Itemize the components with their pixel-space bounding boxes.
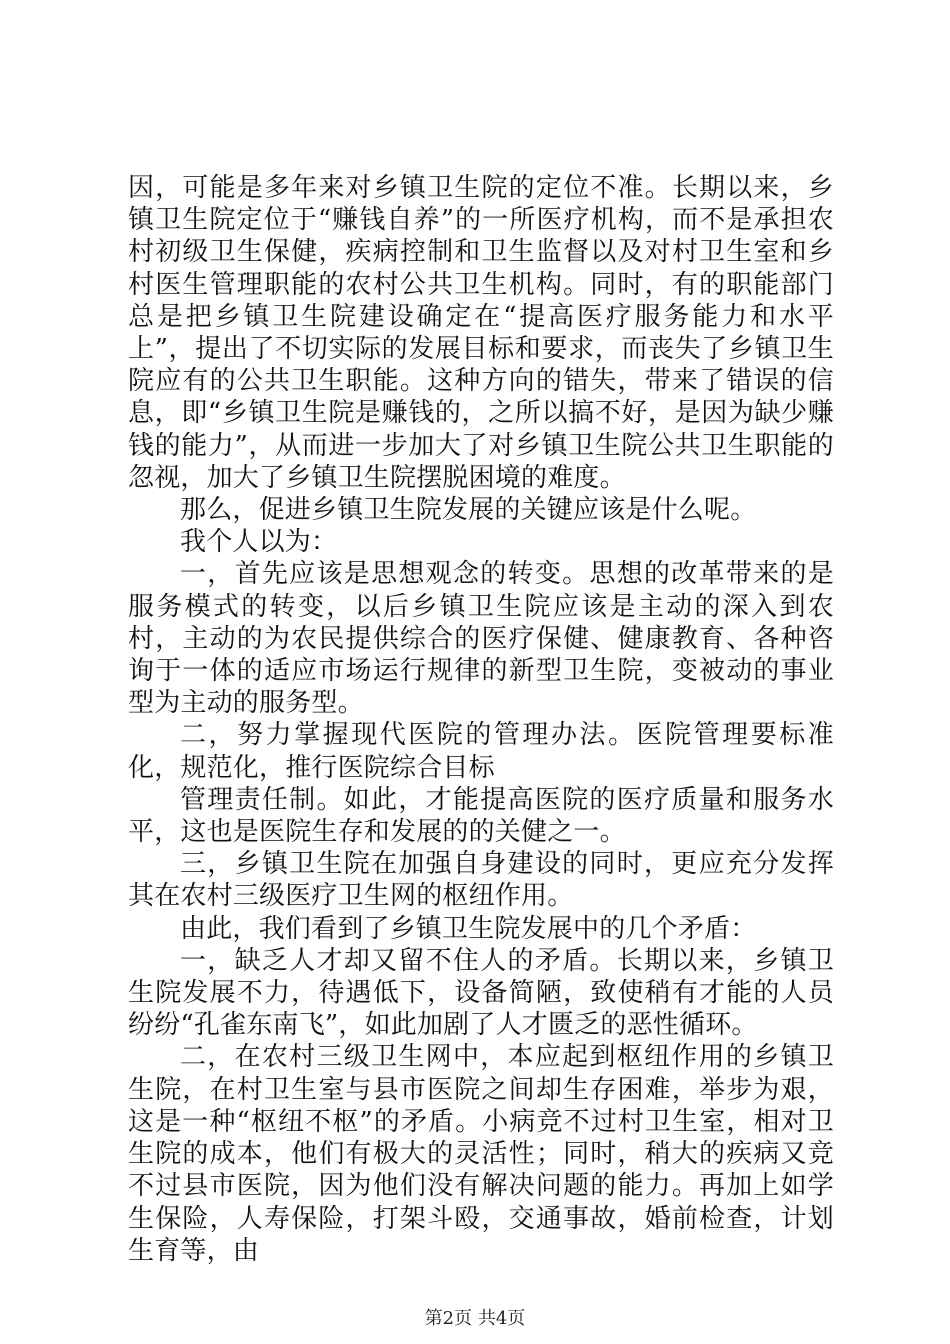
paragraph-3: 我个人以为： [180, 527, 338, 558]
paragraph-9: 一，缺乏人才却又留不住人的矛盾。长期以来，乡镇卫生院发展不力，待遇低下，设备简陋，致使稍有才能的人员纷纷“孔雀东南飞”，如此加剧了人才匮乏的恶性循环。 [128, 945, 834, 1041]
paragraph-7: 三，乡镇卫生院在加强自身建设的同时，更应充分发挥其在农村三级医疗卫生网的枢纽作用。 [128, 849, 834, 912]
document-body [128, 172, 834, 1267]
paragraph-4: 一，首先应该是思想观念的转变。思想的改革带来的是服务模式的转变，以后乡镇卫生院应该是主动的深入到农村，主动的为农民提供综合的医疗保健、健康教育、各种咨询于一体的适应市场运行规律的新型卫生院，变被动的事业型为主动的服务型。 [128, 559, 834, 719]
paragraph-2: 那么，促进乡镇卫生院发展的关键应该是什么呢。 [180, 495, 757, 526]
paragraph-8: 由此，我们看到了乡镇卫生院发展中的几个矛盾： [180, 913, 757, 944]
paragraph-6: 管理责任制。如此，才能提高医院的医疗质量和服务水平，这也是医院生存和发展的的关健之一。 [128, 784, 834, 848]
paragraph-1: 因，可能是多年来对乡镇卫生院的定位不准。长期以来，乡镇卫生院定位于“赚钱自养”的一所医疗机构，而不是承担农村初级卫生保健，疾病控制和卫生监督以及对村卫生室和乡村医生管理职能的农村公共卫生机构。同时，有的职能部门总是把乡镇卫生院建设确定在“提高医疗服务能力和水平上”，提出了不切实际的发展目标和要求，而丧失了乡镇卫生院应有的公共卫生职能。这种方向的错失，带来了错误的信息，即“乡镇卫生院是赚钱的，之所以搞不好，是因为缺少赚钱的能力”，从而进一步加大了对乡镇卫生院公共卫生职能的忽视，加大了乡镇卫生院摆脱困境的难度。 [128, 173, 834, 493]
paragraph-5: 二，努力掌握现代医院的管理办法。医院管理要标准化，规范化，推行医院综合目标 [128, 720, 834, 783]
paragraph-10: 二，在农村三级卫生网中，本应起到枢纽作用的乡镇卫生院，在村卫生室与县市医院之间却生存困难，举步为艰，这是一种“枢纽不枢”的矛盾。小病竞不过村卫生室，相对卫生院的成本，他们有极大的灵活性；同时，稍大的疾病又竞不过县市医院，因为他们没有解决问题的能力。再加上如学生保险，人寿保险，打架斗殴，交通事故，婚前检查，计划生育等，由 [128, 1042, 834, 1266]
page-number-footer: 第2页 共4页 [424, 1308, 526, 1329]
